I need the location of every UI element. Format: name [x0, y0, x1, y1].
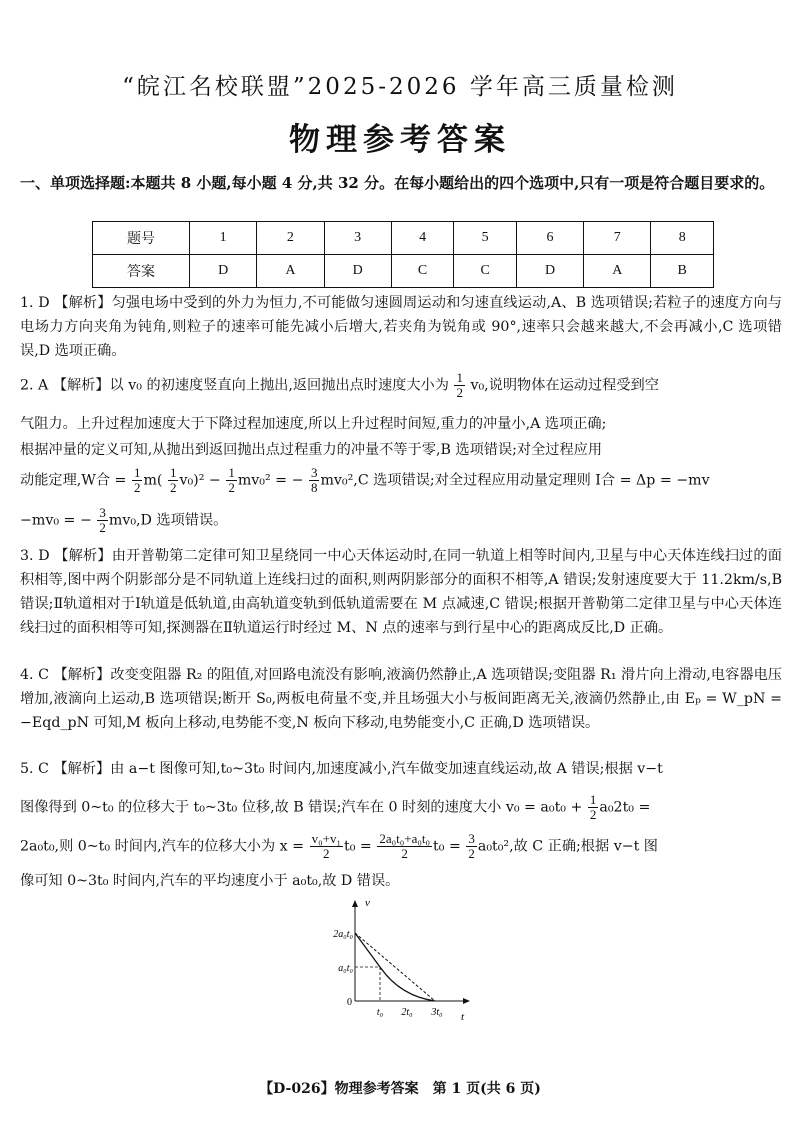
- answer-explanation-2-line-1: [20, 371, 782, 400]
- text-segment: −mv₀ = −: [20, 512, 92, 529]
- denominator: 2: [589, 807, 597, 822]
- fraction: [226, 466, 237, 495]
- fraction: [588, 793, 599, 822]
- table-cell: 6: [516, 222, 583, 255]
- x-axis-label: t: [461, 1011, 465, 1023]
- fraction: [377, 832, 432, 861]
- fraction: [466, 832, 477, 861]
- denominator: 2: [323, 846, 330, 861]
- page-title: 物理参考答案: [289, 122, 511, 158]
- fraction: [168, 466, 179, 495]
- numerator: 1: [228, 465, 235, 480]
- fraction: [454, 371, 465, 400]
- fraction: [310, 832, 343, 861]
- numerator: 1: [169, 465, 177, 480]
- text-segment: mv₀²,C 选项错误;对全过程应用动量定理则 I合 = Δp = −mv: [320, 472, 710, 489]
- denominator: 2: [401, 846, 408, 861]
- fraction: [97, 506, 108, 535]
- answer-explanation-5-line-4: 像可知 0~3t₀ 时间内,汽车的平均速度小于 a₀t₀,故 D 错误。: [20, 873, 400, 889]
- table-row-numbers: [93, 222, 714, 255]
- text-segment: 动能定理,W合 =: [20, 472, 127, 489]
- text-segment: 2a₀t₀,则 0~t₀ 时间内,汽车的位移大小为 x =: [20, 838, 305, 855]
- numerator: 2a₀t₀+a₀t₀: [379, 831, 431, 846]
- y-tick-label: a₀t₀: [338, 963, 353, 974]
- text-segment: mv₀² = −: [237, 472, 304, 489]
- x-tick-label: 3t₀: [431, 1007, 443, 1018]
- fraction: [309, 466, 320, 495]
- text-segment: mv₀,D 选项错误。: [108, 512, 228, 529]
- table-header-cell: 答案: [93, 255, 190, 288]
- numerator: 1: [589, 792, 597, 807]
- table-cell: A: [584, 255, 651, 288]
- answer-explanation-5-line-1: 5. C 【解析】由 a−t 图像可知,t₀~3t₀ 时间内,加速度减小,汽车做变加速直线运动,故 A 错误;根据 v−t: [20, 761, 663, 777]
- text-segment: 图像得到 0~t₀ 的位移大于 t₀~3t₀ 位移,故 B 错误;汽车在 0 时刻的速度大小 v₀ = a₀t₀ +: [20, 799, 583, 816]
- denominator: 2: [228, 480, 235, 495]
- answer-explanation-2-line-4: [20, 466, 782, 495]
- answer-table: [92, 221, 714, 288]
- x-tick-label: t₀: [376, 1007, 384, 1018]
- text-segment: v₀,说明物体在运动过程受到空: [470, 377, 659, 394]
- table-cell: 4: [391, 222, 454, 255]
- denominator: 2: [133, 480, 141, 495]
- y-axis-label: v: [365, 897, 370, 909]
- table-cell: 1: [190, 222, 257, 255]
- section-heading: 一、单项选择题:本题共 8 小题,每小题 4 分,共 32 分。在每小题给出的四个选项中,只有一项是符合题目要求的。: [20, 174, 775, 192]
- answer-explanation-2-line-3: 根据冲量的定义可知,从抛出到返回抛出点过程重力的冲量不等于零,B 选项错误;对全过程应用: [20, 442, 603, 458]
- text-segment: t₀ =: [433, 838, 461, 855]
- text-segment: a₀2t₀ =: [599, 799, 651, 816]
- origin-label: 0: [347, 997, 352, 1008]
- table-cell: D: [324, 255, 391, 288]
- table-header-cell: 题号: [93, 222, 190, 255]
- table-cell: 5: [454, 222, 517, 255]
- numerator: v₀+v₁: [311, 831, 341, 846]
- numerator: 3: [468, 831, 475, 846]
- answer-explanation-3: 3. D 【解析】由开普勒第二定律可知卫星绕同一中心天体运动时,在同一轨道上相等时间内,卫星与中心天体连线扫过的面积相等,图中两个阴影部分是不同轨道上连线扫过的面积,则两阴影部分的面积不相等,A 错误;发射速度要大于 11.2km/s,B 错误;Ⅱ轨道相对于Ⅰ轨道是低轨道,由高轨道变轨到低轨道需要在 M 点减速,C 错误;根据开普勒第二定律卫星与中心天体连线扫过的面积相等可知,探测器在Ⅱ轨道运行时经过 M、N 点的速率与到行星中心的距离成反比,D 正确。: [20, 548, 782, 636]
- text-segment: v₀)² −: [179, 472, 221, 489]
- denominator: 2: [468, 846, 475, 861]
- denominator: 2: [169, 480, 177, 495]
- numerator: 3: [310, 465, 318, 480]
- denominator: 2: [456, 385, 463, 400]
- text-segment: t₀ =: [344, 838, 372, 855]
- numerator: 3: [99, 505, 106, 520]
- table-cell: 2: [257, 222, 324, 255]
- page-subtitle: “皖江名校联盟”2025-2026 学年高三质量检测: [122, 74, 678, 100]
- answer-explanation-1: 1. D 【解析】匀强电场中受到的外力为恒力,不可能做匀速圆周运动和匀速直线运动,A、B 选项错误;若粒子的速度方向与电场力方向夹角为钝角,则粒子的速率可能先减小后增大,若夹角为锐角或 90°,速率只会越来越大,不会再减小,C 选项错误,D 选项正确。: [20, 295, 782, 359]
- table-cell: B: [651, 255, 714, 288]
- velocity-time-graph: [325, 896, 475, 1026]
- text-segment: m(: [143, 472, 163, 489]
- table-cell: 8: [651, 222, 714, 255]
- y-axis-arrow: [352, 900, 358, 907]
- fraction: [132, 466, 143, 495]
- table-cell: C: [454, 255, 517, 288]
- table-cell: 7: [584, 222, 651, 255]
- text-segment: a₀t₀²,故 C 正确;根据 v−t 图: [477, 838, 658, 855]
- table-cell: 3: [324, 222, 391, 255]
- x-tick-label: 2t₀: [401, 1007, 413, 1018]
- text-segment: 2. A 【解析】以 v₀ 的初速度竖直向上抛出,返回抛出点时速度大小为: [20, 377, 449, 394]
- answer-explanation-5-line-3: [20, 832, 782, 861]
- table-cell: D: [190, 255, 257, 288]
- y-tick-label: 2a₀t₀: [333, 929, 353, 940]
- answer-explanation-2-line-5: [20, 506, 782, 535]
- denominator: 2: [99, 520, 106, 535]
- table-cell: A: [257, 255, 324, 288]
- numerator: 1: [456, 370, 463, 385]
- table-cell: C: [391, 255, 454, 288]
- denominator: 8: [310, 480, 318, 495]
- numerator: 1: [133, 465, 141, 480]
- page-footer: 【D-026】物理参考答案 第 1 页(共 6 页): [259, 1081, 541, 1097]
- x-axis-arrow: [463, 998, 470, 1004]
- answer-explanation-4: 4. C 【解析】改变变阻器 R₂ 的阻值,对回路电流没有影响,液滴仍然静止,A 选项错误;变阻器 R₁ 滑片向上滑动,电容器电压增加,液滴向上运动,B 选项错误;断开 S₀,两板电荷量不变,并且场强大小与板间距离无关,液滴仍然静止,由 Eₚ = W_pN = −Eqd_pN 可知,M 板向上移动,电势能不变,N 板向下移动,电势能变小,C 正确,D 选项错误。: [20, 667, 782, 731]
- answer-explanation-5-line-2: [20, 793, 782, 822]
- answer-explanation-2-line-2: 气阻力。上升过程加速度大于下降过程加速度,所以上升过程时间短,重力的冲量小,A 选项正确;: [20, 416, 607, 432]
- table-row-answers: [93, 255, 714, 288]
- table-cell: D: [516, 255, 583, 288]
